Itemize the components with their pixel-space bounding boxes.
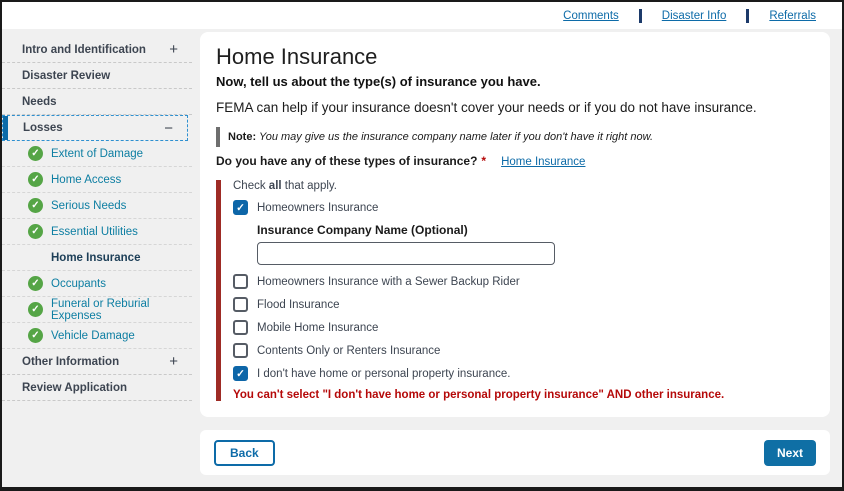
referrals-link[interactable]: Referrals: [769, 9, 816, 22]
sidebar-item-label: Other Information: [22, 355, 120, 368]
sidebar-item-label: Needs: [22, 95, 57, 108]
sidebar-item-serious-needs[interactable]: [2, 193, 192, 219]
next-button[interactable]: Next: [764, 440, 816, 466]
checkbox-label: Contents Only or Renters Insurance: [257, 344, 441, 357]
progress-sidebar: [2, 29, 198, 487]
sidebar-item-review-application[interactable]: [2, 375, 192, 401]
sidebar-item-vehicle-damage[interactable]: [2, 323, 192, 349]
completed-check-icon: ✓: [28, 276, 43, 291]
check-all-prefix: Check: [233, 180, 269, 192]
sidebar-item-extent-of-damage[interactable]: [2, 141, 192, 167]
note-text: You may give us the insurance company name later if you don't have it right now.: [256, 131, 654, 143]
insurance-company-name-input[interactable]: [257, 242, 555, 265]
insurance-question: [216, 154, 814, 168]
checkbox-row-mobile-home-insurance[interactable]: [233, 320, 814, 335]
checkbox-label: Mobile Home Insurance: [257, 321, 379, 334]
sidebar-item-disaster-review[interactable]: [2, 63, 192, 89]
back-button[interactable]: Back: [214, 440, 275, 466]
form-subtitle: Now, tell us about the type(s) of insurance you have.: [216, 74, 541, 89]
insurance-company-name-field: [257, 223, 814, 265]
sidebar-item-label: Essential Utilities: [51, 225, 138, 238]
checkbox-unchecked[interactable]: [233, 320, 248, 335]
check-all-instruction: [233, 180, 814, 192]
topbar-divider: [746, 9, 749, 23]
checkbox-row-flood-insurance[interactable]: [233, 297, 814, 312]
completed-check-icon: ✓: [28, 172, 43, 187]
check-all-suffix: that apply.: [281, 180, 337, 192]
sidebar-item-label: Home Access: [51, 173, 122, 186]
validation-error-message: You can't select "I don't have home or personal property insurance" AND other insurance.: [233, 389, 725, 401]
note-label: Note:: [228, 131, 257, 143]
sidebar-item-label: Serious Needs: [51, 199, 127, 212]
checkbox-unchecked[interactable]: [233, 274, 248, 289]
completed-check-icon: ✓: [28, 146, 43, 161]
checkbox-unchecked[interactable]: [233, 297, 248, 312]
sidebar-item-other-information[interactable]: [2, 349, 192, 375]
sidebar-item-essential-utilities[interactable]: [2, 219, 192, 245]
question-text: Do you have any of these types of insurance?: [216, 154, 478, 168]
completed-check-icon: ✓: [28, 224, 43, 239]
sidebar-item-funeral-or-reburial-expenses[interactable]: [2, 297, 192, 323]
sidebar-item-label: Losses: [23, 122, 63, 134]
comments-link[interactable]: Comments: [563, 9, 619, 22]
required-asterisk: *: [481, 154, 487, 168]
main-content: [198, 29, 842, 487]
expand-icon[interactable]: +: [169, 41, 178, 58]
checkbox-label: Flood Insurance: [257, 298, 340, 311]
expand-icon[interactable]: +: [169, 353, 178, 370]
checkbox-label: I don't have home or personal property insurance.: [257, 367, 511, 380]
sidebar-item-label: Funeral or Reburial Expenses: [51, 297, 150, 322]
checkbox-row-contents-only-or-renters[interactable]: [233, 343, 814, 358]
checkbox-label: Homeowners Insurance: [257, 201, 379, 214]
sidebar-item-home-access[interactable]: [2, 167, 192, 193]
sidebar-item-label: Review Application: [22, 381, 128, 394]
completed-check-icon: ✓: [28, 328, 43, 343]
checkbox-row-homeowners-insurance[interactable]: [233, 200, 814, 215]
note-callout: [216, 127, 814, 147]
checkbox-label: Homeowners Insurance with a Sewer Backup Rider: [257, 275, 520, 288]
completed-check-icon: ✓: [28, 302, 43, 317]
checkbox-unchecked[interactable]: [233, 343, 248, 358]
completed-check-icon: ✓: [28, 198, 43, 213]
sidebar-item-label: Disaster Review: [22, 69, 111, 82]
sidebar-item-losses[interactable]: [2, 115, 188, 141]
sidebar-item-needs[interactable]: [2, 89, 192, 115]
disaster-info-link[interactable]: Disaster Info: [661, 9, 727, 22]
top-bar: [2, 2, 842, 29]
checkbox-row-no-insurance[interactable]: [233, 366, 814, 381]
page-title: Home Insurance: [216, 44, 378, 69]
insurance-checkbox-group: [216, 180, 814, 401]
checkbox-row-sewer-backup-rider[interactable]: [233, 274, 814, 289]
sidebar-item-label: Intro and Identification: [22, 43, 146, 56]
collapse-icon[interactable]: −: [164, 119, 173, 137]
checkbox-checked[interactable]: ✓: [233, 366, 248, 381]
topbar-divider: [639, 9, 642, 23]
check-all-bold: all: [268, 180, 282, 192]
insurance-company-name-label: Insurance Company Name (Optional): [257, 223, 468, 237]
home-insurance-help-link[interactable]: Home Insurance: [501, 156, 586, 168]
sidebar-item-home-insurance[interactable]: [2, 245, 192, 271]
form-navigation-bar: [200, 430, 830, 475]
sidebar-item-label: Occupants: [51, 277, 106, 290]
home-insurance-form-card: [200, 32, 830, 417]
sidebar-item-label: Vehicle Damage: [51, 329, 135, 342]
sidebar-item-intro-and-identification[interactable]: [2, 37, 192, 63]
sidebar-item-label: Home Insurance: [51, 251, 141, 264]
sidebar-item-label: Extent of Damage: [51, 147, 144, 160]
sidebar-item-occupants[interactable]: [2, 271, 192, 297]
fema-help-text: FEMA can help if your insurance doesn't cover your needs or if you do not have insurance.: [216, 100, 757, 115]
checkbox-checked[interactable]: ✓: [233, 200, 248, 215]
